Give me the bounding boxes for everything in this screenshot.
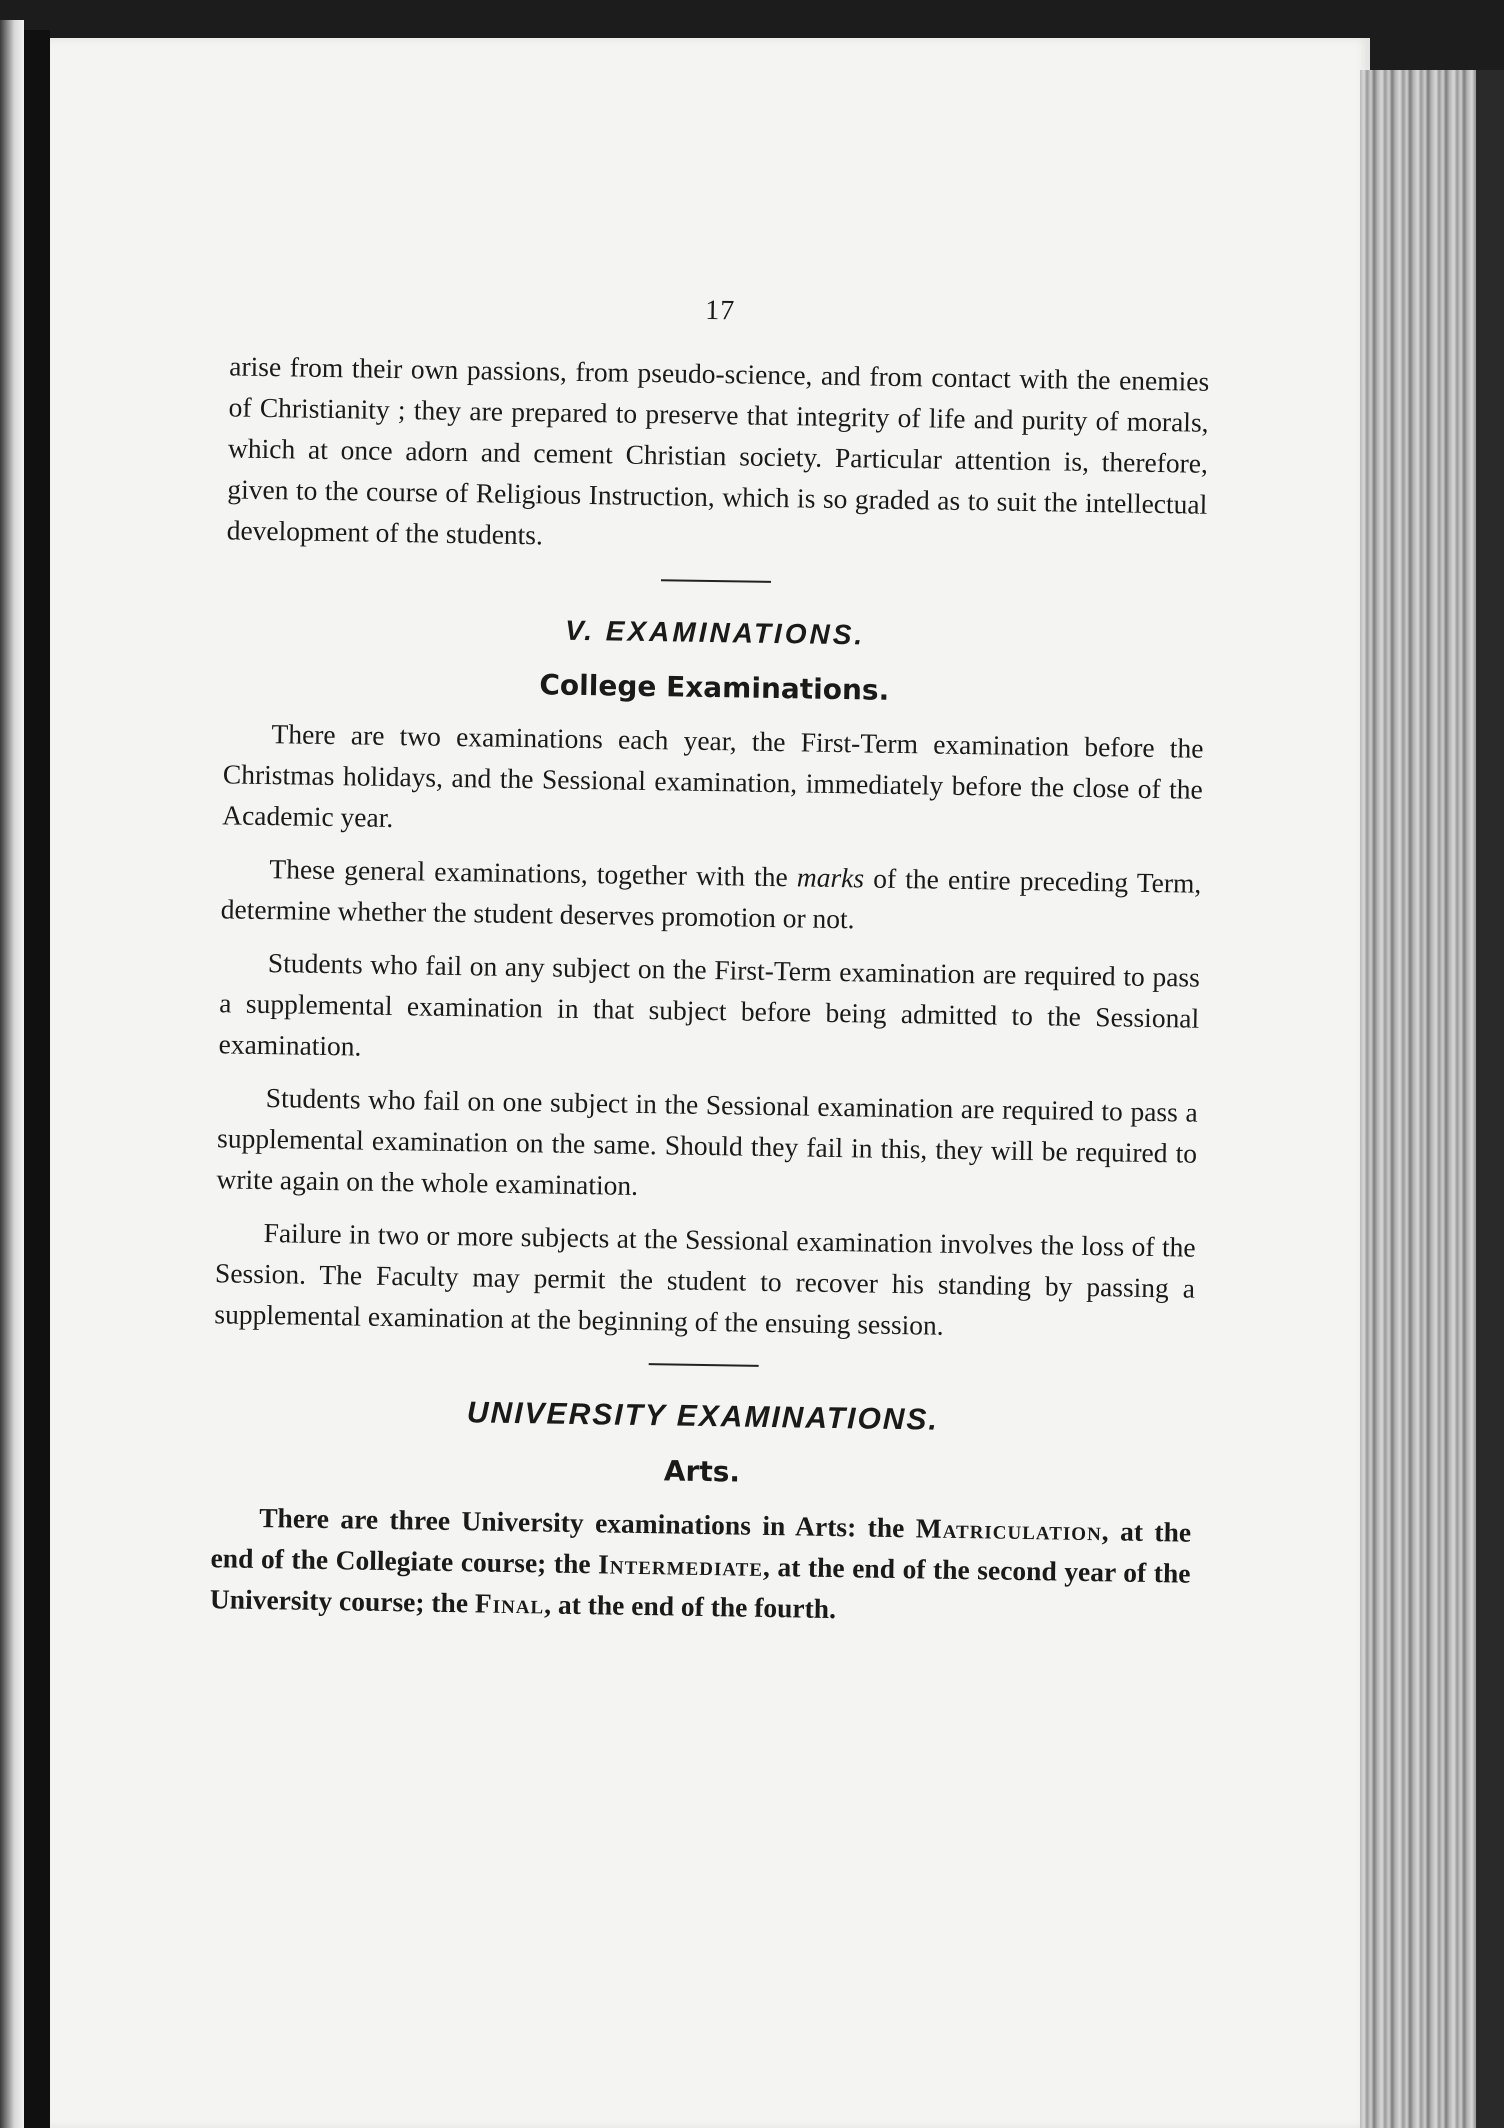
subheading-arts: Arts. xyxy=(663,1454,741,1489)
paragraph-two-examinations: There are two examinations each year, the First-Term examination before the Christmas holidays, and the Sessional examination, immediately before the close of the Academic year. xyxy=(222,718,1204,834)
term-final: Final xyxy=(474,1587,545,1620)
term-intermediate: Intermediate xyxy=(597,1548,764,1582)
section-heading-examinations: V. EXAMINATIONS. xyxy=(564,614,866,651)
page-stack-edges xyxy=(1360,70,1504,2128)
paragraph-sessional-fail: Students who fail on one subject in the Sessional examination are required to pass a supplemental examination on the same. Should they fail in this, they will be required to write again on the whole examination. xyxy=(216,1082,1198,1201)
paragraph-general-examinations xyxy=(220,847,1201,944)
intro-paragraph: arise from their own passions, from pseudo-science, and from contact with the enemies of Christianity ; they are prepared to preserve that integrity of life and purity of morals, which at once adorn and cement Christian society. Particular attention is, therefore, given to the course of Religious Instruction, which is so graded as to suit the intellectual development of the students. xyxy=(226,350,1210,551)
page-number: 17 xyxy=(705,294,736,327)
page-text-block xyxy=(210,282,1211,1634)
italic-marks: marks xyxy=(796,861,865,894)
term-matriculation: Matriculation xyxy=(915,1512,1103,1547)
binding-gutter xyxy=(24,30,50,2128)
paragraph-loss-of-session: Failure in two or more subjects at the Sessional examination involves the loss of the Session. The Faculty may permit the student to recover his standing by passing a supplemental examination at the beginning of the ensuing session. xyxy=(214,1217,1196,1341)
section-divider xyxy=(649,1363,759,1367)
paragraph-arts-examinations xyxy=(210,1496,1192,1634)
section-divider xyxy=(661,579,771,583)
text-run: , at the end of the fourth. xyxy=(543,1588,837,1625)
text-run: , at the end of the Collegiate course; the xyxy=(210,1515,1192,1580)
paragraph-first-term-fail: Students who fail on any subject on the First-Term examination are required to pass a supplemental examination in that subject before being admitted to the Sessional examination. xyxy=(218,947,1201,1062)
text-run: of the entire preceding Term, determine whether the student deserves promotion or not. xyxy=(220,862,1202,935)
text-run: There are three University examinations in Arts: the xyxy=(258,1502,917,1544)
heading-university-examinations: UNIVERSITY EXAMINATIONS. xyxy=(466,1396,940,1437)
facing-page-edge xyxy=(0,20,24,2128)
subheading-college-examinations: College Examinations. xyxy=(539,668,890,707)
text-run: , at the end of the second year of the University course; the xyxy=(209,1550,1191,1619)
text-run: These general examinations, together with the xyxy=(269,853,798,893)
